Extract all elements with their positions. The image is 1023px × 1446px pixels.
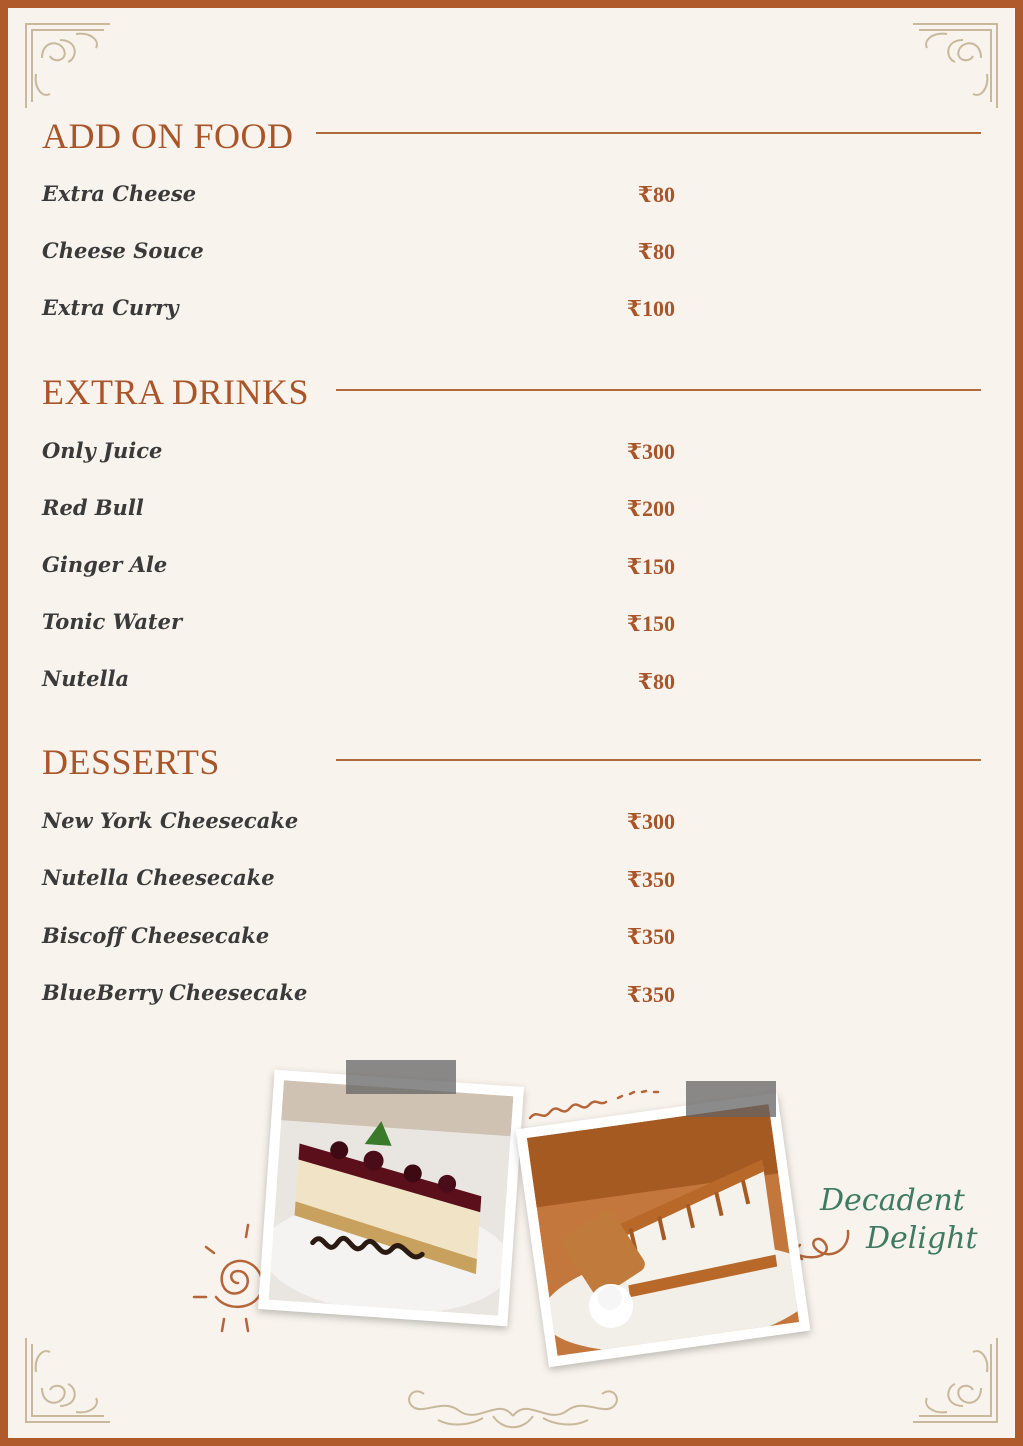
menu-item-name: New York Cheesecake [42,808,299,833]
section-heading-extra-drinks: EXTRA DRINKS [42,372,310,412]
menu-item-name: Red Bull [42,495,144,520]
menu-item-price: ₹100 [626,296,675,321]
menu-item-name: Nutella Cheesecake [42,865,275,890]
cheesecake-image-icon [269,1080,514,1316]
corner-ornament-top-right-icon [907,18,1003,114]
tagline-line-1: Decadent [820,1183,965,1218]
tagline-line-2: Delight [866,1221,978,1256]
menu-item-price: ₹80 [637,239,675,264]
section-heading-add-on-food: ADD ON FOOD [42,116,294,156]
menu-item-price: ₹150 [626,611,675,636]
section-divider [336,389,981,391]
menu-item-price: ₹300 [626,809,675,834]
menu-item-name: Tonic Water [42,609,183,634]
menu-item-price: ₹80 [637,182,675,207]
menu-item-name: Extra Curry [42,295,179,320]
blueberry-cheesecake-photo [258,1070,524,1327]
menu-item-price: ₹300 [626,439,675,464]
menu-item-name: BlueBerry Cheesecake [42,980,308,1005]
menu-item-price: ₹350 [626,924,675,949]
corner-ornament-bottom-left-icon [20,1332,116,1428]
cheesecake-image-icon [527,1104,799,1356]
section-divider [316,132,981,134]
menu-item-price: ₹350 [626,867,675,892]
menu-item-price: ₹150 [626,554,675,579]
menu-item-name: Biscoff Cheesecake [42,923,270,948]
photo-tape [346,1060,456,1094]
menu-item-name: Nutella [42,666,130,691]
menu-item-name: Only Juice [42,438,163,463]
corner-ornament-top-left-icon [20,18,116,114]
photo-tape [686,1081,776,1117]
menu-item-name: Ginger Ale [42,552,168,577]
section-divider [336,759,981,761]
menu-item-name: Extra Cheese [42,181,197,206]
corner-ornament-bottom-right-icon [907,1332,1003,1428]
menu-item-price: ₹200 [626,496,675,521]
section-heading-desserts: DESSERTS [42,742,220,782]
bottom-flourish-icon [398,1376,628,1436]
menu-item-name: Cheese Souce [42,238,204,263]
biscoff-cheesecake-photo [516,1093,811,1367]
menu-item-price: ₹350 [626,982,675,1007]
menu-item-price: ₹80 [637,669,675,694]
